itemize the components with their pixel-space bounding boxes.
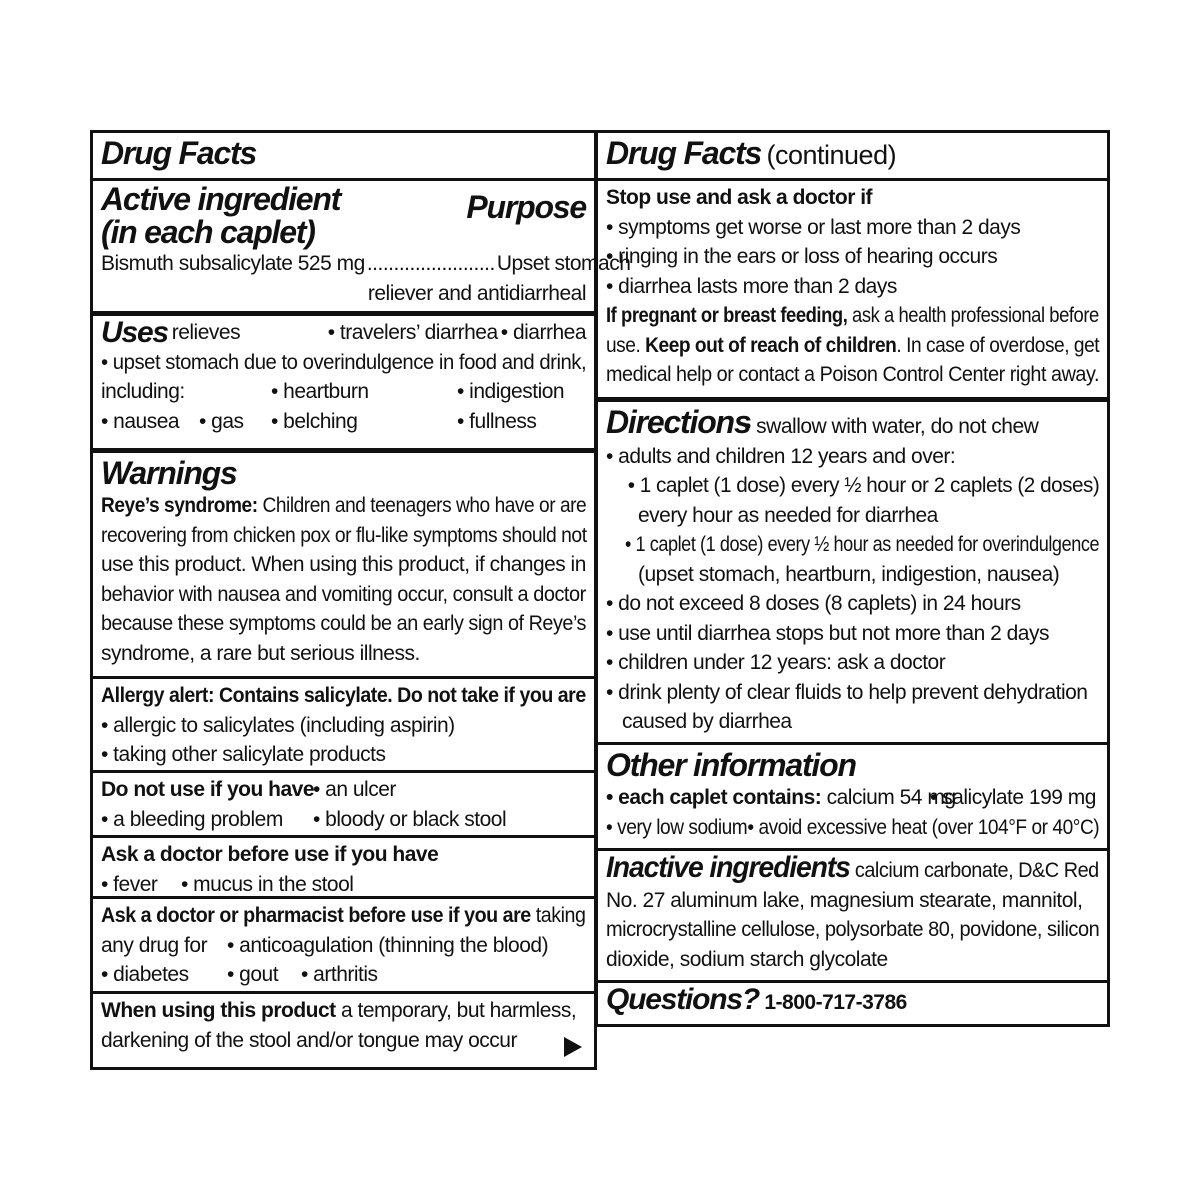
low-sodium: • very low sodium bbox=[606, 815, 748, 839]
drug-facts-right-panel bbox=[595, 130, 1110, 1027]
continue-arrow-icon bbox=[564, 1037, 582, 1057]
ask-doctor-section bbox=[93, 838, 594, 899]
ask-pharmacist-row3 bbox=[101, 960, 586, 990]
directions-until: • use until diarrhea stops but not more than 2 days bbox=[606, 621, 1049, 645]
uses-section bbox=[93, 316, 594, 453]
uses-relieves: relieves bbox=[171, 321, 241, 344]
ask-pharmacist-bold: Ask a doctor or pharmacist before use if you are bbox=[101, 904, 531, 927]
reye-line6: syndrome, a rare but serious illness. bbox=[101, 641, 420, 665]
purpose-line2: reliever and antidiarrheal bbox=[367, 281, 586, 305]
allergy-item1: • allergic to salicylates (including aspirin) bbox=[101, 713, 455, 737]
continued-suffix: (continued) bbox=[766, 140, 897, 170]
allergy-section bbox=[93, 679, 594, 773]
inactive-heading: Inactive ingredients bbox=[606, 851, 850, 884]
warnings-section bbox=[93, 453, 594, 679]
ask-pharmacist-taking: taking bbox=[535, 904, 586, 927]
ask-pharmacist-section bbox=[93, 899, 594, 994]
avoid-heat: • avoid excessive heat (over 104°F or 40°C) bbox=[747, 815, 1100, 839]
when-using-line1 bbox=[101, 996, 586, 1026]
overdose-text: . In case of overdose, get bbox=[896, 333, 1100, 357]
when-using-section bbox=[93, 994, 594, 1067]
stop-use-heading: Stop use and ask a doctor if bbox=[606, 186, 873, 209]
drug-facts-continued-title-section bbox=[598, 133, 1107, 181]
uses-item-belching: • belching bbox=[271, 409, 358, 433]
pregnant-bold: If pregnant or breast feeding, bbox=[606, 304, 848, 327]
directions-adults: • adults and children 12 years and over: bbox=[606, 444, 956, 468]
ask-doctor-mucus: • mucus in the stool bbox=[181, 872, 354, 896]
reye-line4: behavior with nausea and vomiting occur, consult a doctor bbox=[101, 582, 586, 606]
do-not-use-section bbox=[93, 773, 594, 838]
ask-pharmacist-gout: • gout bbox=[227, 963, 279, 986]
uses-heading: Uses bbox=[101, 316, 168, 349]
ask-doctor-heading: Ask a doctor before use if you have bbox=[101, 843, 439, 866]
keep-out-reach: Keep out of reach of children bbox=[645, 333, 897, 357]
do-not-use-ulcer: • an ulcer bbox=[313, 778, 396, 801]
drug-facts-title: Drug Facts bbox=[101, 135, 257, 171]
inactive-ingredients-section bbox=[598, 851, 1107, 983]
stop-use-item3: • diarrhea lasts more than 2 days bbox=[606, 274, 897, 298]
other-info-row2 bbox=[606, 813, 1099, 843]
inactive-text1: calcium carbonate, D&C Red bbox=[854, 859, 1099, 882]
caplet-contains-bold: • each caplet contains: bbox=[606, 786, 822, 809]
inactive-line1 bbox=[606, 853, 1099, 886]
directions-dose1-cont: every hour as needed for diarrhea bbox=[638, 503, 938, 527]
stop-use-section bbox=[598, 181, 1107, 402]
directions-fluids: • drink plenty of clear fluids to help prevent dehydration bbox=[606, 680, 1088, 704]
inactive-line3: microcrystalline cellulose, polysorbate 80, povidone, silicon bbox=[606, 918, 1100, 941]
reye-text1: Children and teenagers who have or are bbox=[262, 494, 587, 517]
directions-dose2: • 1 caplet (1 dose) every ½ hour as needed for overindulgence bbox=[624, 533, 1100, 556]
reye-line5: because these symptoms could be an early sign of Reye’s bbox=[101, 612, 586, 635]
when-using-line2: darkening of the stool and/or tongue may occur bbox=[101, 1028, 517, 1052]
directions-swallow: • swallow with water, do not chew bbox=[744, 415, 1039, 438]
pregnant-line3: medical help or contact a Poison Control Center right away. bbox=[606, 363, 1099, 386]
do-not-use-heading: Do not use if you have bbox=[101, 778, 315, 801]
caplet-contains bbox=[606, 783, 956, 813]
salicylate-amount: • salicylate 199 mg bbox=[930, 786, 1096, 809]
stop-use-item2: • ringing in the ears or loss of hearing occurs bbox=[606, 245, 998, 268]
do-not-use-row1 bbox=[101, 775, 586, 805]
ask-pharmacist-any-drug: any drug for bbox=[101, 933, 208, 957]
directions-children: • children under 12 years: ask a doctor bbox=[606, 651, 946, 674]
directions-heading: Directions bbox=[606, 404, 751, 440]
reye-line1 bbox=[101, 491, 586, 521]
ingredient-name: Bismuth subsalicylate 525 mg bbox=[101, 252, 365, 275]
drug-facts-title-section bbox=[93, 133, 594, 181]
ask-pharmacist-line1 bbox=[101, 901, 586, 931]
directions-section bbox=[598, 402, 1107, 745]
uses-item-indigestion: • indigestion bbox=[457, 380, 565, 403]
uses-item-gas: • gas bbox=[199, 409, 244, 433]
other-info-heading: Other information bbox=[606, 747, 856, 783]
questions-phone: 1-800-717-3786 bbox=[764, 991, 907, 1014]
uses-row1 bbox=[101, 318, 586, 348]
active-ingredient-row bbox=[101, 249, 631, 279]
directions-row1 bbox=[606, 404, 1099, 442]
directions-fluids-cont: caused by diarrhea bbox=[622, 710, 792, 733]
other-info-row1 bbox=[606, 783, 1099, 813]
when-using-bold: When using this product bbox=[101, 999, 336, 1022]
when-using-rest: a temporary, but harmless, bbox=[341, 999, 577, 1022]
stop-use-item1: • symptoms get worse or last more than 2 days bbox=[606, 215, 1021, 239]
pregnant-use: use. bbox=[606, 333, 641, 357]
uses-row3 bbox=[101, 377, 586, 407]
pregnant-line2 bbox=[606, 331, 1099, 361]
drug-facts-left-panel bbox=[90, 130, 631, 1070]
uses-including: including: bbox=[101, 380, 185, 403]
pregnant-text1: ask a health professional before bbox=[852, 304, 1099, 327]
dot-leader: ........................ bbox=[366, 252, 495, 275]
reye-bold: Reye’s syndrome: bbox=[101, 494, 258, 517]
ask-pharmacist-diabetes: • diabetes bbox=[101, 963, 189, 986]
directions-dose2-cont: (upset stomach, heartburn, indigestion, nausea) bbox=[638, 562, 1060, 586]
do-not-use-row2 bbox=[101, 805, 586, 835]
ask-pharmacist-row2 bbox=[101, 931, 586, 961]
uses-item-nausea: • nausea bbox=[101, 409, 180, 433]
uses-item-travelers: • travelers’ diarrhea bbox=[327, 321, 498, 344]
uses-item-fullness: • fullness bbox=[457, 409, 537, 433]
inactive-line4: dioxide, sodium starch glycolate bbox=[606, 947, 888, 971]
questions-heading: Questions? bbox=[606, 983, 760, 1016]
uses-item-diarrhea: • diarrhea bbox=[500, 321, 586, 344]
ask-pharmacist-anticoag: • anticoagulation (thinning the blood) bbox=[227, 933, 549, 957]
directions-dose1: • 1 caplet (1 dose) every ½ hour or 2 caplets (2 doses) bbox=[627, 474, 1100, 497]
active-heading-row bbox=[101, 183, 586, 249]
do-not-use-stool: • bloody or black stool bbox=[313, 807, 507, 831]
questions-section bbox=[598, 983, 1107, 1024]
allergy-item2: • taking other salicylate products bbox=[101, 743, 386, 766]
purpose-heading: Purpose bbox=[466, 189, 586, 225]
pregnant-line1 bbox=[606, 301, 1099, 331]
active-ingredient-section bbox=[93, 181, 631, 316]
ask-pharmacist-arthritis: • arthritis bbox=[301, 963, 378, 986]
purpose-line1: Upset stomach bbox=[496, 252, 631, 275]
reye-line2: recovering from chicken pox or flu-like symptoms should not bbox=[101, 523, 587, 547]
uses-item-heartburn: • heartburn bbox=[271, 380, 369, 403]
active-ingredient-heading-line1: Active ingredient bbox=[101, 181, 341, 217]
reye-line3: use this product. When using this product, if changes in bbox=[101, 553, 586, 576]
ask-doctor-fever: • fever bbox=[101, 872, 158, 896]
allergy-alert: Allergy alert: Contains salicylate. Do not take if you are bbox=[101, 684, 586, 707]
drug-facts-label bbox=[90, 130, 1110, 1070]
inactive-line2: No. 27 aluminum lake, magnesium stearate, mannitol, bbox=[606, 888, 1083, 912]
calcium-amount: calcium 54 mg bbox=[826, 786, 956, 809]
drug-facts-continued-title: Drug Facts bbox=[606, 135, 762, 171]
directions-max: • do not exceed 8 doses (8 caplets) in 24 hours bbox=[606, 592, 1021, 615]
ask-doctor-row bbox=[101, 870, 586, 900]
active-ingredient-heading bbox=[101, 183, 340, 249]
active-ingredient-heading-line2: (in each caplet) bbox=[101, 214, 315, 250]
uses-row4 bbox=[101, 407, 586, 437]
other-info-section bbox=[598, 745, 1107, 851]
do-not-use-bleeding: • a bleeding problem bbox=[101, 807, 283, 831]
warnings-heading: Warnings bbox=[101, 455, 237, 491]
uses-row2: • upset stomach due to overindulgence in food and drink, bbox=[101, 350, 587, 374]
